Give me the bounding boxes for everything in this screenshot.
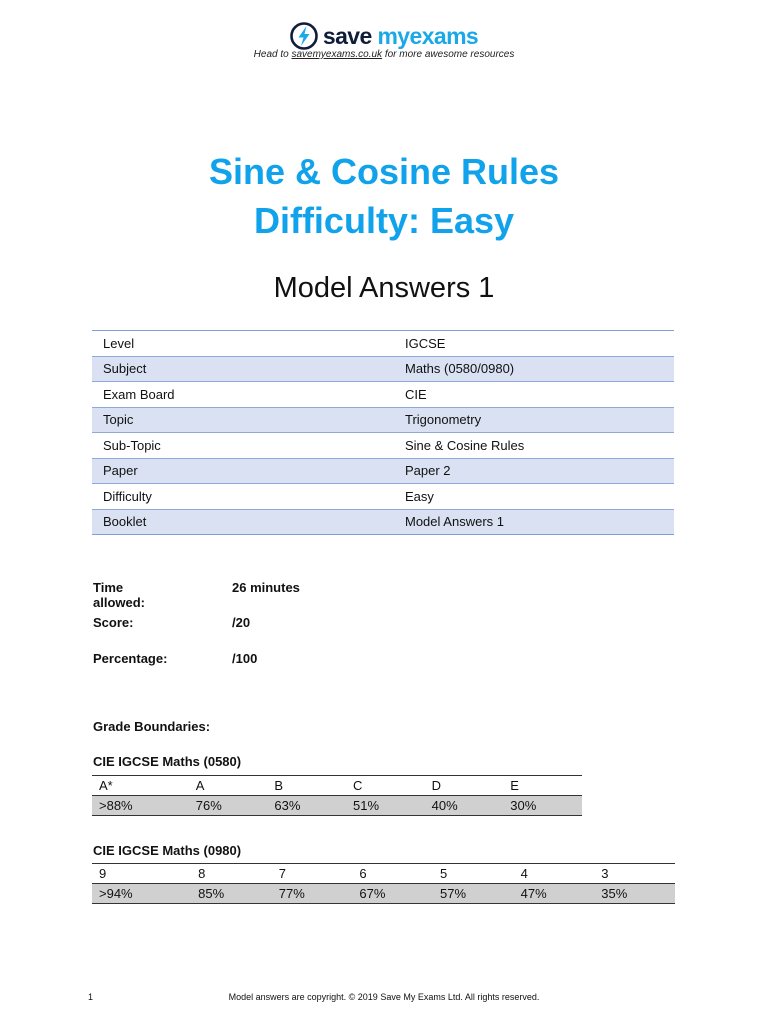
grade-percent-cell: 77% — [272, 884, 353, 904]
grade-boundaries-heading: Grade Boundaries: — [93, 719, 211, 734]
logo-word-exams: exams — [409, 22, 479, 49]
grade-table-0980 — [92, 863, 675, 904]
grade-cell: A* — [92, 776, 189, 796]
percentage-label: Percentage: — [93, 651, 168, 666]
score-label: Score: — [93, 615, 134, 630]
grade-cell: D — [425, 776, 504, 796]
grade-table-0580-title: CIE IGCSE Maths (0580) — [93, 754, 242, 769]
copyright-footer: Model answers are copyright. © 2019 Save My Exams Ltd. All rights reserved. — [228, 992, 540, 1002]
score-value: /20 — [232, 615, 251, 630]
info-row — [92, 382, 674, 408]
info-table — [92, 330, 674, 535]
grade-percent-cell: >94% — [92, 884, 191, 904]
page-number: 1 — [88, 992, 94, 1002]
page-subtitle: Model Answers 1 — [273, 272, 495, 304]
info-row — [92, 331, 674, 357]
info-row — [92, 407, 674, 433]
grade-cell: 9 — [92, 864, 191, 884]
page-title: Sine & Cosine Rules — [208, 151, 560, 192]
info-label: Topic — [92, 407, 394, 433]
grade-cell: 7 — [272, 864, 353, 884]
grade-percent-cell: 76% — [189, 796, 268, 816]
logo-wordmark — [323, 23, 478, 50]
info-row — [92, 356, 674, 382]
grade-percent-cell: 30% — [503, 796, 582, 816]
grade-cell: A — [189, 776, 268, 796]
tagline — [0, 49, 768, 60]
info-label: Exam Board — [92, 382, 394, 408]
grade-percent-cell: 51% — [346, 796, 425, 816]
grade-percent-cell: 63% — [267, 796, 346, 816]
grade-percent-cell: 35% — [594, 884, 675, 904]
info-label: Sub-Topic — [92, 433, 394, 459]
grade-cell: 8 — [191, 864, 272, 884]
info-label: Booklet — [92, 509, 394, 535]
grade-header-row — [92, 864, 675, 884]
info-label: Difficulty — [92, 484, 394, 510]
info-value: Sine & Cosine Rules — [394, 433, 674, 459]
info-label: Subject — [92, 356, 394, 382]
grade-percent-cell: >88% — [92, 796, 189, 816]
logo-word-my: my — [377, 22, 410, 49]
info-row — [92, 509, 674, 535]
difficulty-title: Difficulty: Easy — [253, 200, 515, 241]
info-label: Paper — [92, 458, 394, 484]
tagline-prefix: Head to — [253, 49, 292, 60]
info-value: Easy — [394, 484, 674, 510]
info-value: IGCSE — [394, 331, 674, 357]
info-value: Trigonometry — [394, 407, 674, 433]
info-value: CIE — [394, 382, 674, 408]
info-row — [92, 484, 674, 510]
grade-value-row — [92, 884, 675, 904]
logo — [0, 20, 768, 52]
info-row — [92, 458, 674, 484]
tagline-link[interactable]: savemyexams.co.uk — [291, 49, 383, 60]
grade-cell: C — [346, 776, 425, 796]
tagline-suffix: for more awesome resources — [382, 49, 515, 60]
lightning-bolt-icon — [290, 22, 318, 50]
time-allowed-label: Time allowed: — [93, 580, 146, 610]
grade-cell: 4 — [514, 864, 595, 884]
grade-cell: 5 — [433, 864, 514, 884]
grade-percent-cell: 85% — [191, 884, 272, 904]
grade-value-row — [92, 796, 582, 816]
grade-cell: 3 — [594, 864, 675, 884]
grade-table-0980-title: CIE IGCSE Maths (0980) — [93, 843, 242, 858]
grade-percent-cell: 67% — [352, 884, 433, 904]
grade-percent-cell: 40% — [425, 796, 504, 816]
percentage-value: /100 — [232, 651, 258, 666]
info-row — [92, 433, 674, 459]
grade-cell: 6 — [352, 864, 433, 884]
info-label: Level — [92, 331, 394, 357]
grade-header-row — [92, 776, 582, 796]
grade-cell: E — [503, 776, 582, 796]
info-value: Paper 2 — [394, 458, 674, 484]
info-value: Maths (0580/0980) — [394, 356, 674, 382]
grade-percent-cell: 57% — [433, 884, 514, 904]
info-value: Model Answers 1 — [394, 509, 674, 535]
logo-word-save: save — [322, 22, 372, 49]
grade-percent-cell: 47% — [514, 884, 595, 904]
grade-table-0580 — [92, 775, 582, 816]
grade-cell: B — [267, 776, 346, 796]
time-allowed-value: 26 minutes — [232, 580, 300, 595]
